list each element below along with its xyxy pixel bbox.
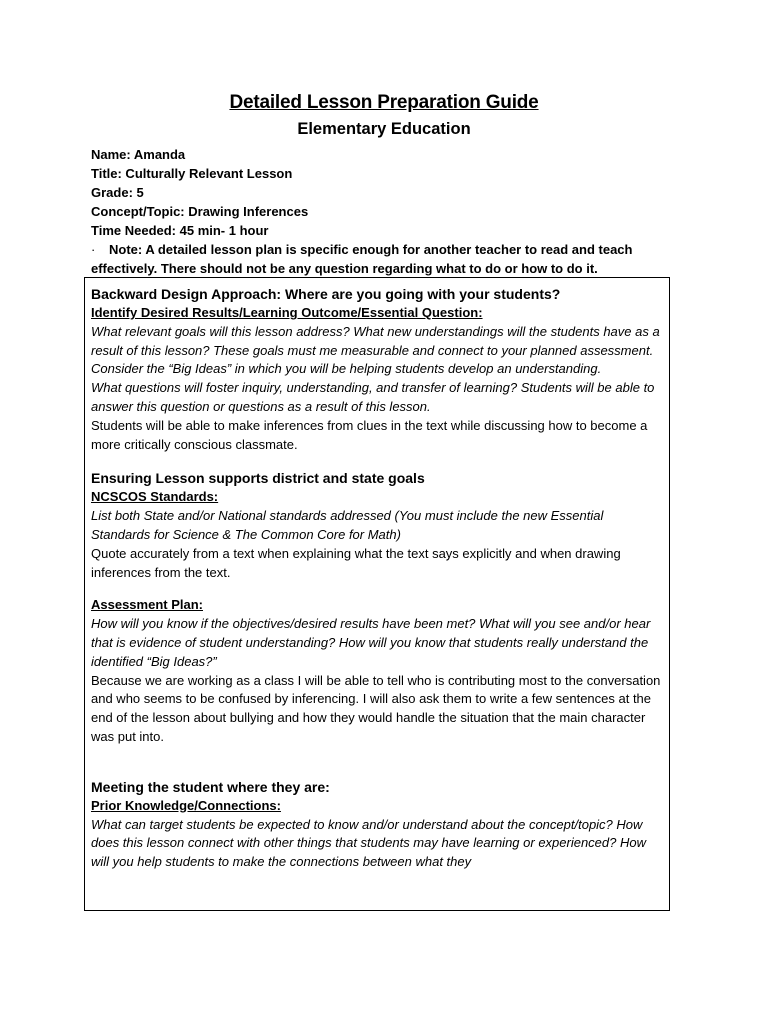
assessment-prompt: How will you know if the objectives/desired results have been met? What will you see and/or hear that is evidence of student understanding? How will you know that students really understand the identified “Big Ideas?”: [91, 616, 651, 669]
standards-prompt: List both State and/or National standards addressed (You must include the new Essential Standards for Science & The Common Core for Math): [91, 508, 604, 542]
lesson-meta: [91, 145, 681, 278]
document-title: Detailed Lesson Preparation Guide: [229, 92, 539, 113]
district-goals-heading: Ensuring Lesson supports district and state goals: [91, 470, 425, 487]
standards-subheading: NCSCOS Standards:: [91, 489, 219, 505]
document-subtitle: Elementary Education: [297, 120, 471, 138]
meeting-students-heading: Meeting the student where they are:: [91, 778, 330, 795]
assessment-subheading: Assessment Plan:: [91, 597, 203, 613]
backward-design-heading: Backward Design Approach: Where are you going with your students?: [91, 286, 561, 302]
learning-outcome-answer: Students will be able to make inferences from clues in the text while discussing how to become a more critically conscious classmate.: [91, 417, 648, 452]
goals-prompt: What relevant goals will this lesson address? What new understandings will the students have as a result of this lesson? These goals must me measurable and connect to your planned assessment. Consider the “Big Ideas” in which you will be helping students develop an understanding.: [91, 323, 660, 377]
note-text: Note: A detailed lesson plan is specific enough for another teacher to read and teach effectively. There should not be any question regarding what to do or how to do it.: [91, 242, 633, 276]
meta-grade: Grade: 5: [91, 185, 144, 200]
meta-name: Name: Amanda: [91, 147, 186, 162]
questions-prompt: What questions will foster inquiry, understanding, and transfer of learning? Students will be able to answer this question or questions as a result of this lesson.: [91, 380, 655, 414]
prior-knowledge-prompt: What can target students be expected to know and/or understand about the concept/topic? How does this lesson connect with other things that students may have learning or experienced? How will you help students to make the connections between what they: [91, 816, 646, 870]
note-bullet: ·: [91, 242, 96, 257]
lesson-plan-box: [84, 277, 670, 911]
desired-results-subheading: Identify Desired Results/Learning Outcome/Essential Question:: [91, 305, 483, 320]
meta-note: [91, 240, 681, 278]
meta-concept: Concept/Topic: Drawing Inferences: [91, 204, 309, 219]
assessment-answer: Because we are working as a class I will be able to tell who is contributing most to the conversation and who seems to be confused by inferencing. I will also ask them to write a few sentences at the end of the lesson about bullying and how they would handle the situation that the main character was put into.: [91, 672, 661, 744]
meta-title: Title: Culturally Relevant Lesson: [91, 166, 293, 181]
standards-answer: Quote accurately from a text when explaining what the text says explicitly and when drawing inferences from the text.: [91, 545, 621, 580]
prior-knowledge-subheading: Prior Knowledge/Connections:: [91, 797, 281, 813]
meta-time: Time Needed: 45 min- 1 hour: [91, 223, 269, 238]
